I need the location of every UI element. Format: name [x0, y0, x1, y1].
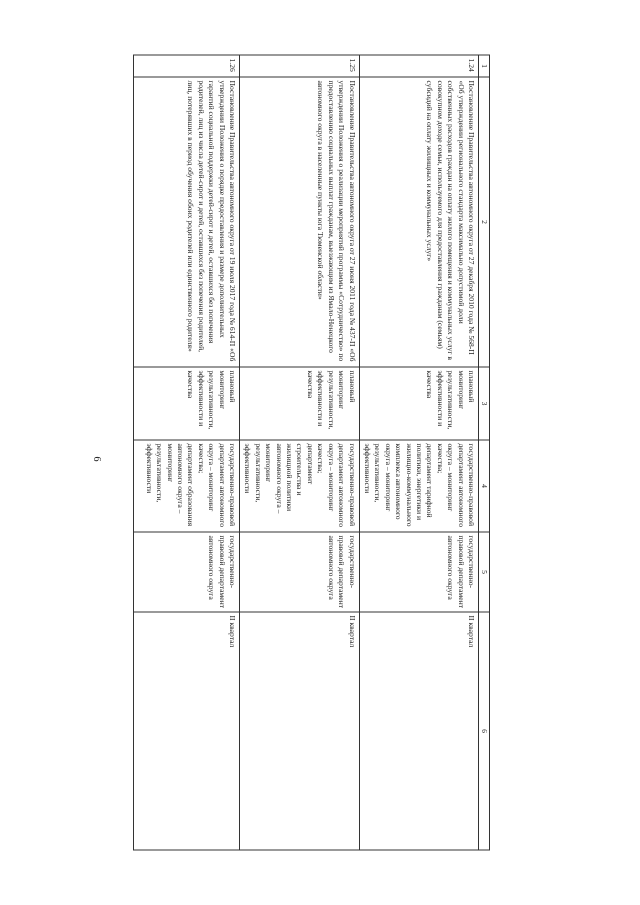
row-number: 1.26 — [134, 55, 240, 77]
monitoring-type: плановый мониторинг результативности, эффективности и качества — [134, 367, 240, 440]
monitoring-type: плановый мониторинг результативности, эффективности и качества — [240, 367, 359, 440]
header-col-3: 3 — [479, 367, 490, 440]
page-number: 6 — [91, 456, 102, 462]
responsible-body: государственно-правовой департамент автономного округа — [240, 532, 359, 612]
monitoring-type: плановый мониторинг результативности, эффективности и качества — [359, 367, 478, 440]
monitoring-form: государственно-правовой департамент автономного округа – мониторинг качества; департамент строительства и жилищной политики автономного округа – мониторинг результативности, эффективности — [240, 440, 359, 532]
period: II квартал — [240, 612, 359, 850]
row-number: 1.25 — [240, 55, 359, 77]
header-col-2: 2 — [479, 77, 490, 367]
monitoring-form: государственно-правовой департамент автономного округа – мониторинг качества; департамент тарифной политики, энергетики и жилищно-коммунального комплекса автономного округа – мониторинг результативности, эффективности — [359, 440, 478, 532]
period: II квартал — [134, 612, 240, 850]
document-title: Постановление Правительства автономного округа от 19 июля 2017 года № 614-П «Об утверждении Положения о порядке предоставления и размере дополнительных гарантий социальной поддержки детей-сирот и детей, оставшихся без попечения родителей, лиц из числа детей-сирот и детей, оставшихся без попечения родителей, лиц, потерявших в период обучения обоих родителей или единственного родителя» — [134, 77, 240, 367]
table-row — [359, 55, 478, 850]
document-title: Постановление Правительства автономного округа от 27 декабря 2010 года № 568-П «Об утверждении регионального стандарта максимально допустимой доли собственных расходов граждан на оплату жилого помещения и коммунальных услуг в совокупном доходе семьи, используемого для предоставления гражданам (семьям) субсидий на оплату жилищных и коммунальных услуг» — [359, 77, 478, 367]
header-col-6: 6 — [479, 612, 490, 850]
responsible-body: государственно-правовой департамент автономного округа — [359, 532, 478, 612]
table-row — [134, 55, 240, 850]
header-col-4: 4 — [479, 440, 490, 532]
header-row — [479, 55, 490, 850]
table-row — [240, 55, 359, 850]
header-col-5: 5 — [479, 532, 490, 612]
monitoring-table — [133, 55, 490, 851]
monitoring-form: государственно-правовой департамент автономного округа – мониторинг качества; департамент образования автономного округа – мониторинг результативности, эффективности — [134, 440, 240, 532]
document-title: Постановление Правительства автономного округа от 27 июня 2011 года № 437-П «Об утверждении Положения о реализации мероприятий программы «Сотрудничество» по предоставлению социальных выплат гражданам, выезжающим из Ямало-Ненецкого автономного округа в населенные пункты юга Тюменской области» — [240, 77, 359, 367]
rotated-table-sheet — [144, 55, 490, 850]
period: II квартал — [359, 612, 478, 850]
header-col-1: 1 — [479, 55, 490, 77]
responsible-body: государственно-правовой департамент автономного округа — [134, 532, 240, 612]
row-number: 1.24 — [359, 55, 478, 77]
